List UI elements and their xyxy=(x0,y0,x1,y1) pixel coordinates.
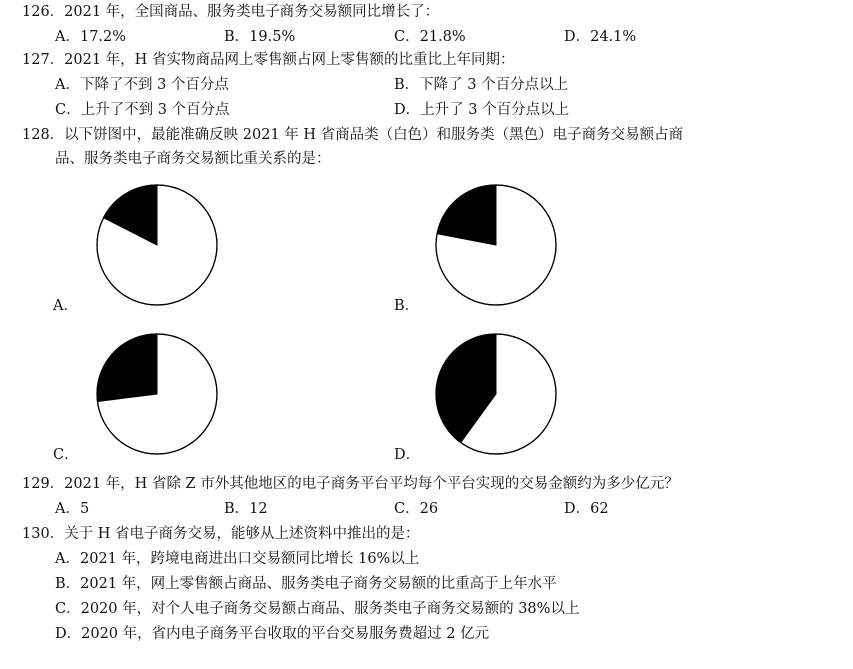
q126-stem: 126．2021 年，全国商品、服务类电子商务交易额同比增长了： xyxy=(22,4,440,20)
q129-stem: 129．2021 年，H 省除 Z 市外其他地区的电子商务平台平均每个平台实现的交易金额约为多少亿元？ xyxy=(22,476,679,492)
q128-stem-line2: 品、服务类电子商务交易额比重关系的是： xyxy=(55,151,331,167)
q129-option-a[interactable]: A．5 xyxy=(55,501,90,517)
pie-c-black-slice xyxy=(97,334,157,402)
pie-chart-a[interactable] xyxy=(94,182,220,308)
q130-option-c[interactable]: C．2020 年，对个人电子商务交易额占商品、服务类电子商务交易额的 38%以上 xyxy=(55,601,580,617)
pie-c-label[interactable]: C． xyxy=(53,447,79,463)
q130-option-d[interactable]: D．2020 年，省内电子商务平台收取的平台交易服务费超过 2 亿元 xyxy=(55,626,490,642)
q126-option-a[interactable]: A．17.2% xyxy=(55,29,127,45)
pie-a-label[interactable]: A． xyxy=(53,298,78,314)
q126-option-d[interactable]: D．24.1% xyxy=(564,29,637,45)
pie-d-label[interactable]: D． xyxy=(394,447,421,463)
pie-chart-d[interactable] xyxy=(433,331,559,457)
q127-option-a[interactable]: A．下降了不到 3 个百分点 xyxy=(55,77,229,93)
q127-stem: 127．2021 年，H 省实物商品网上零售额占网上零售额的比重比上年同期： xyxy=(22,52,515,68)
q129-option-b[interactable]: B．12 xyxy=(224,501,268,517)
q128-stem-line1: 128．以下饼图中，最能准确反映 2021 年 H 省商品类（白色）和服务类（黑色）电子商务交易额占商 xyxy=(22,127,684,143)
q126-option-c[interactable]: C．21.8% xyxy=(394,29,466,45)
pie-chart-c[interactable] xyxy=(94,331,220,457)
pie-chart-b[interactable] xyxy=(433,182,559,308)
q127-option-d[interactable]: D．上升了 3 个百分点以上 xyxy=(394,102,570,118)
q130-option-a[interactable]: A．2021 年，跨境电商进出口交易额同比增长 16%以上 xyxy=(55,551,420,567)
q126-option-b[interactable]: B．19.5% xyxy=(224,29,296,45)
q127-option-c[interactable]: C．上升了不到 3 个百分点 xyxy=(55,102,230,118)
pie-b-label[interactable]: B． xyxy=(394,298,420,314)
q130-stem: 130．关于 H 省电子商务交易，能够从上述资料中推出的是： xyxy=(22,526,420,542)
q127-option-b[interactable]: B．下降了 3 个百分点以上 xyxy=(394,77,569,93)
q129-option-c[interactable]: C．26 xyxy=(394,501,439,517)
q129-option-d[interactable]: D．62 xyxy=(564,501,609,517)
q130-option-b[interactable]: B．2021 年，网上零售额占商品、服务类电子商务交易额的比重高于上年水平 xyxy=(55,576,557,592)
